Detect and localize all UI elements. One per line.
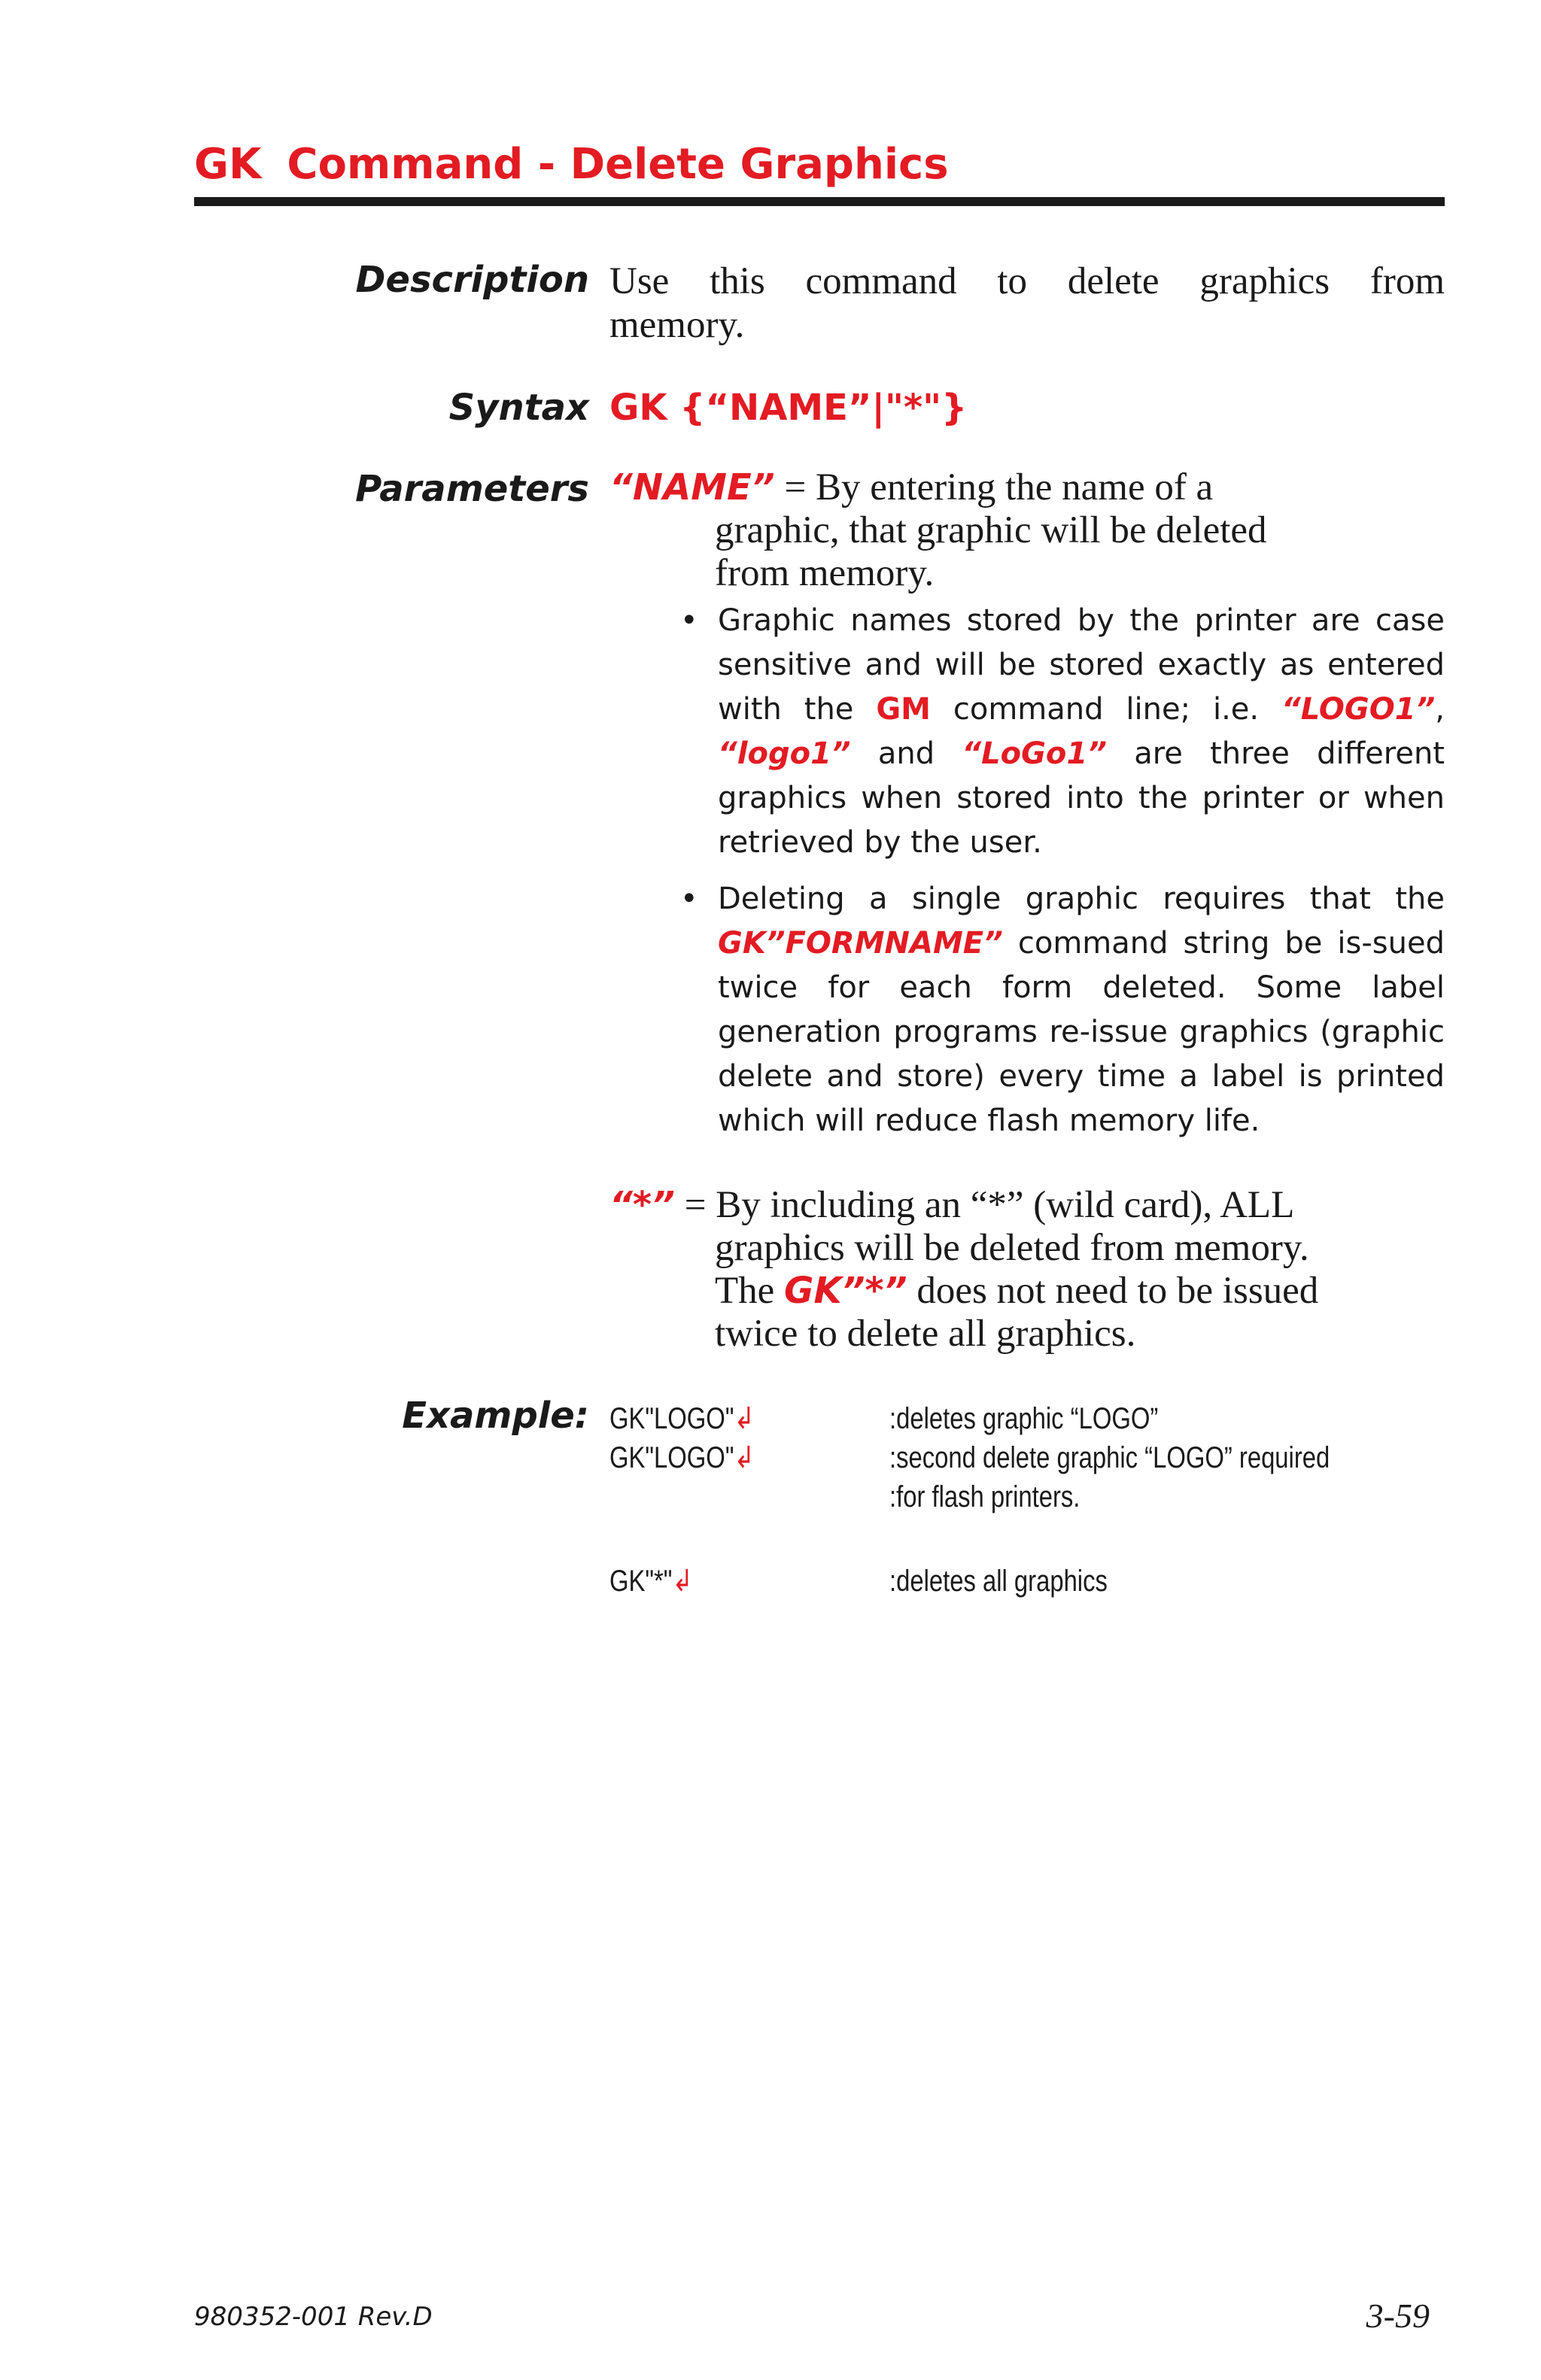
- page-title: [194, 138, 1445, 191]
- example-cmd-4: GK"*"↲: [609, 1565, 693, 1598]
- description-line-1: Use this command to delete graphics from: [609, 260, 1445, 302]
- example-cmd-2: GK"LOGO"↲: [609, 1441, 755, 1474]
- enter-icon: ↲: [734, 1402, 755, 1435]
- example-comment-1: :deletes graphic “LOGO”: [889, 1402, 1159, 1435]
- example-label: Example:: [402, 1395, 589, 1437]
- star-param-line-2: graphics will be deleted from memory.: [715, 1227, 1309, 1269]
- command-title: Command - Delete Graphics: [287, 140, 949, 189]
- example-comment-2: :second delete graphic “LOGO” required: [889, 1441, 1330, 1474]
- bullet-1-dot: •: [680, 603, 698, 638]
- name-token: “NAME”: [609, 466, 775, 508]
- command-code: GK: [194, 140, 262, 189]
- parameters-label: Parameters: [355, 468, 589, 510]
- star-param-line-4: twice to delete all graphics.: [715, 1313, 1136, 1355]
- star-token: “*”: [609, 1184, 675, 1226]
- header-rule: [194, 197, 1445, 206]
- name-param-line-2: graphic, that graphic will be deleted: [715, 509, 1267, 551]
- gm-command: GM: [876, 692, 931, 727]
- example-comment-4: :deletes all graphics: [889, 1565, 1108, 1598]
- enter-icon: ↲: [734, 1441, 755, 1474]
- name-param-line-1: “NAME” = By entering the name of a: [609, 466, 1214, 508]
- document-number: 980352-001 Rev.D: [194, 2302, 433, 2332]
- page-number: 3-59: [1366, 2297, 1430, 2335]
- example-cmd-1: GK"LOGO"↲: [609, 1402, 755, 1435]
- syntax-label: Syntax: [448, 387, 589, 429]
- description-line-2: memory.: [609, 304, 745, 346]
- syntax-value: GK {“NAME”|"*"}: [609, 387, 968, 429]
- gk-star-command: GK”*”: [784, 1270, 907, 1312]
- logo1-lower: “logo1”: [718, 736, 851, 771]
- example-comment-3: :for flash printers.: [889, 1480, 1081, 1513]
- bullet-1-text: Graphic names stored by the printer are case sensitive and will be stored exactly as entered with the GM command line; i.e. “LOGO1”, “logo1” and “LoGo1” are three different graphics when stored into the printer or when retrieved by the user.: [718, 603, 1445, 860]
- logo1-upper: “LOGO1”: [1281, 692, 1436, 727]
- formname-command: GK”FORMNAME”: [718, 926, 1003, 961]
- star-param-line-3: The GK”*” does not need to be issued: [715, 1270, 1319, 1312]
- logo1-mixed: “LoGo1”: [962, 736, 1107, 771]
- name-param-line-3: from memory.: [715, 552, 935, 594]
- bullet-2-dot: •: [680, 882, 698, 916]
- star-param-line-1: “*” = By including an “*” (wild card), ALL: [609, 1184, 1295, 1226]
- enter-icon: ↲: [672, 1565, 693, 1598]
- bullet-2-text: Deleting a single graphic requires that the GK”FORMNAME” command string be is-sued twice for each form deleted. Some label generation programs re-issue graphics (graphic delete and store) every time a label is printed which will reduce flash memory life.: [718, 882, 1445, 1138]
- description-label: Description: [355, 259, 589, 301]
